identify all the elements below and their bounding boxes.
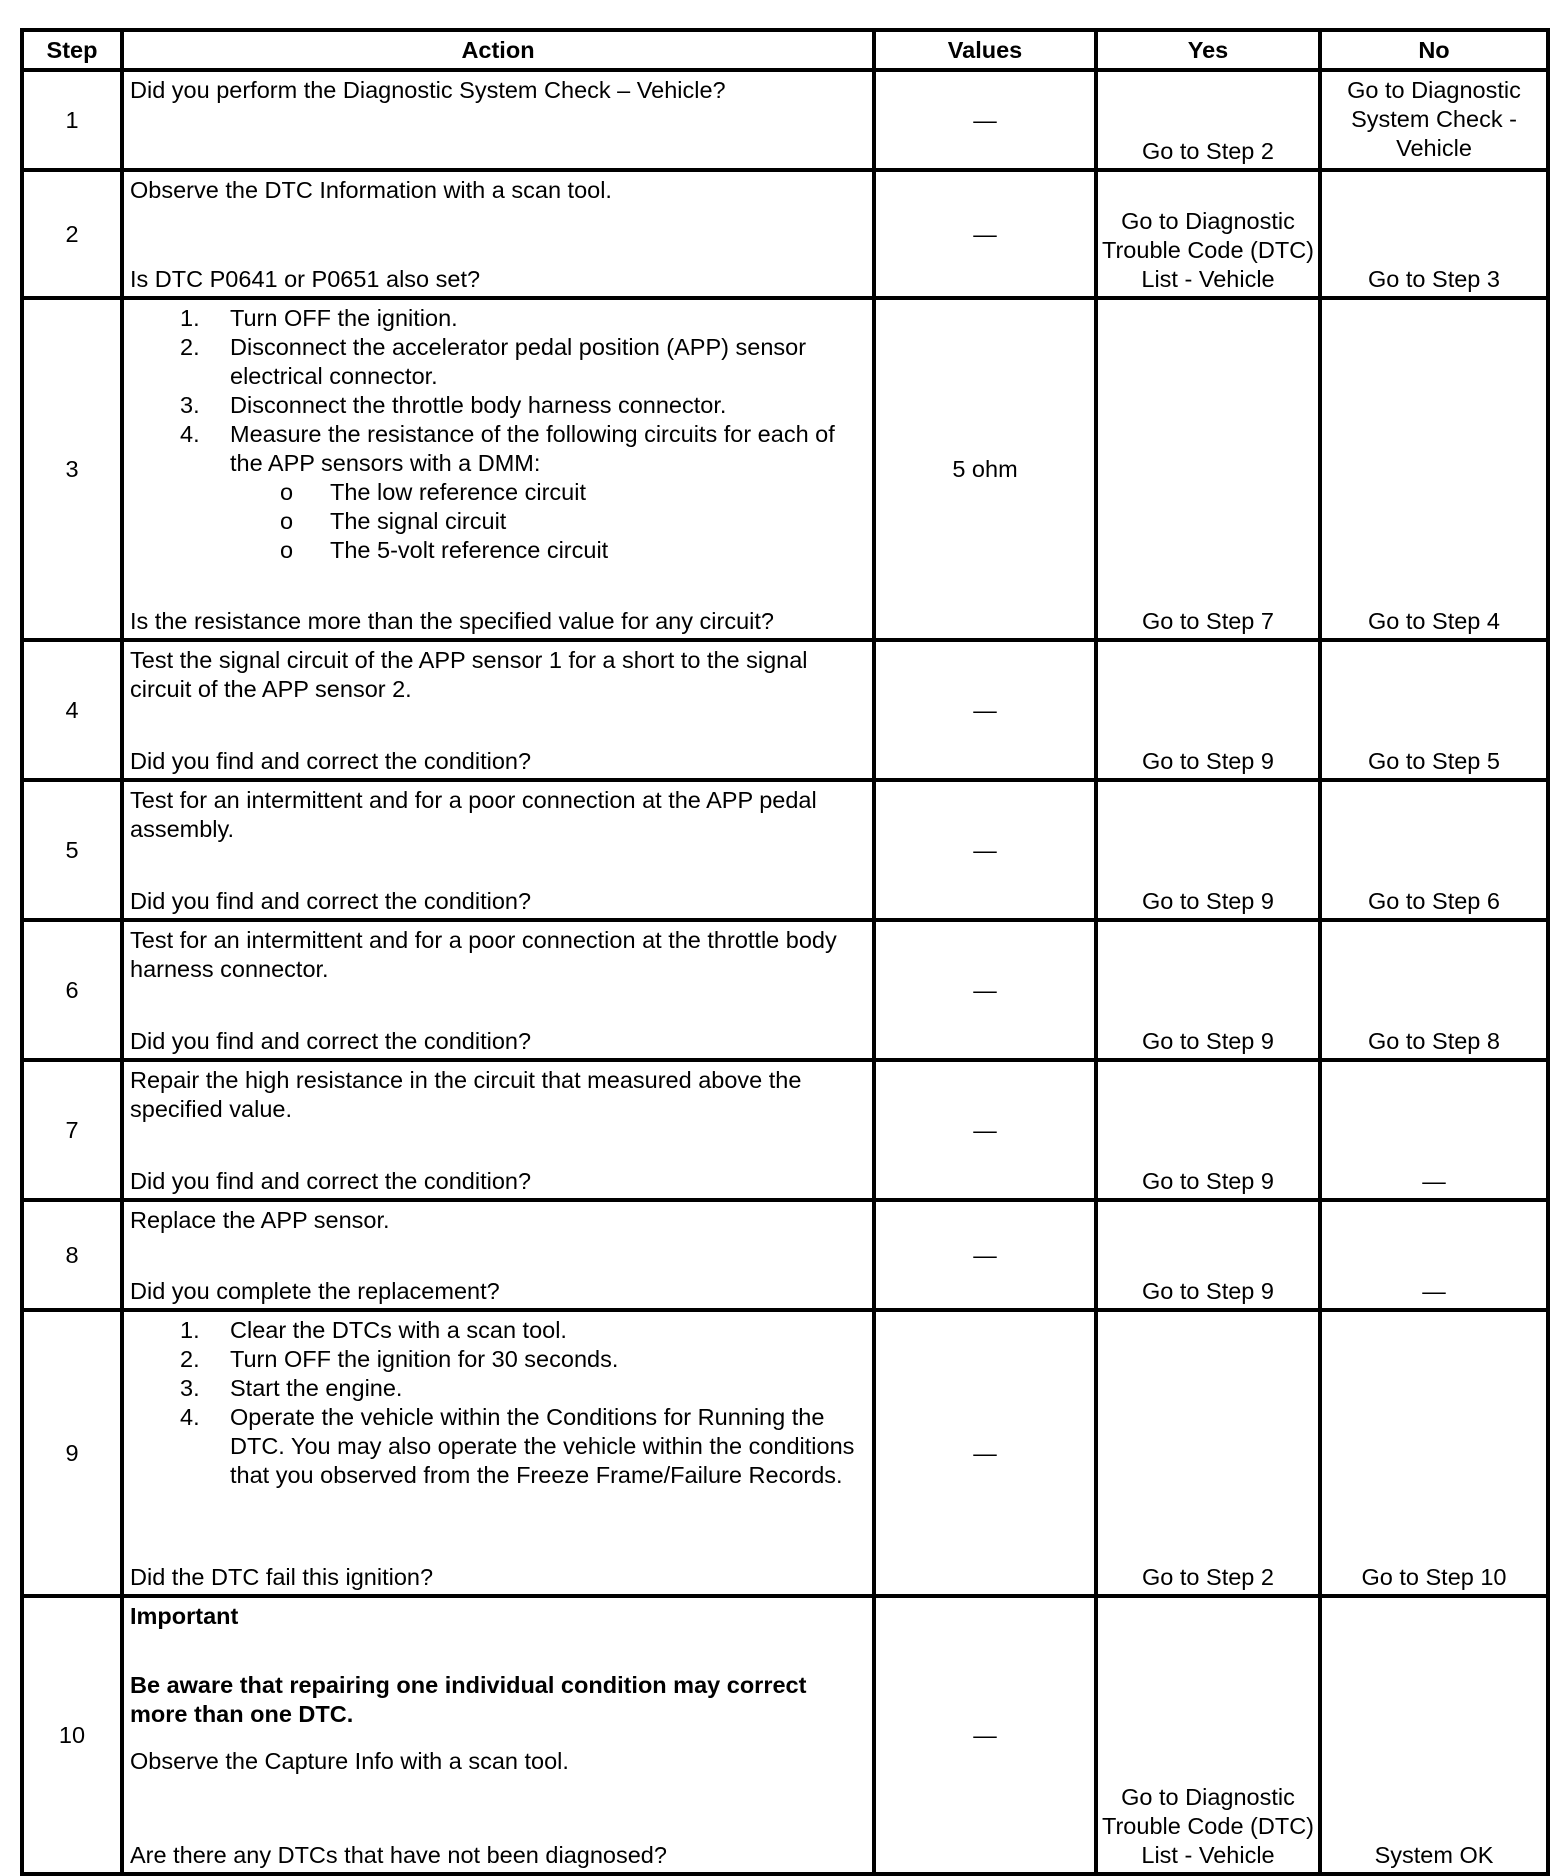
- header-action: Action: [122, 30, 874, 70]
- value-cell: —: [874, 1060, 1096, 1200]
- yes-cell: Go to Step 9: [1096, 1060, 1320, 1200]
- yes-cell: Go to Step 9: [1096, 920, 1320, 1060]
- sub-list-item: o The low reference circuit: [280, 479, 586, 505]
- action-question: Did you complete the replacement?: [130, 1278, 500, 1304]
- sub-list-item: o The signal circuit: [280, 508, 507, 534]
- no-cell: Go to Step 3: [1320, 170, 1548, 298]
- header-yes: Yes: [1096, 30, 1320, 70]
- table-row: [22, 1310, 1548, 1596]
- step-number: 4: [22, 640, 122, 780]
- value-cell: —: [874, 1200, 1096, 1310]
- diagnostic-table: [20, 28, 1550, 1876]
- action-text: Observe the DTC Information with a scan tool.: [130, 177, 612, 203]
- step-number: 10: [22, 1596, 122, 1874]
- action-cell: [122, 298, 874, 640]
- no-cell: Go to Step 8: [1320, 920, 1548, 1060]
- action-cell: [122, 1200, 874, 1310]
- header-no: No: [1320, 30, 1548, 70]
- action-text: Test for an intermittent and for a poor connection at the throttle body harness connector.: [130, 927, 837, 982]
- action-question: Did you find and correct the condition?: [130, 748, 532, 774]
- value-cell: —: [874, 1596, 1096, 1874]
- action-question: Did you find and correct the condition?: [130, 1028, 532, 1054]
- important-text: Be aware that repairing one individual condition may correct more than one DTC.: [130, 1672, 807, 1727]
- yes-cell: Go to Diagnostic Trouble Code (DTC) List - Vehicle: [1096, 170, 1320, 298]
- yes-cell: Go to Step 9: [1096, 780, 1320, 920]
- table-row: [22, 780, 1548, 920]
- no-cell: Go to Step 5: [1320, 640, 1548, 780]
- value-cell: 5 ohm: [874, 298, 1096, 640]
- sub-list-item: o The 5-volt reference circuit: [280, 537, 609, 563]
- value-cell: —: [874, 170, 1096, 298]
- yes-cell: Go to Step 9: [1096, 1200, 1320, 1310]
- action-question: Did you find and correct the condition?: [130, 888, 532, 914]
- yes-cell: Go to Step 9: [1096, 640, 1320, 780]
- value-cell: —: [874, 70, 1096, 170]
- step-number: 7: [22, 1060, 122, 1200]
- action-text: Repair the high resistance in the circuit that measured above the specified value.: [130, 1067, 802, 1122]
- sub-list: [130, 478, 866, 565]
- list-item: 3. Disconnect the throttle body harness connector.: [180, 392, 727, 418]
- step-number: 9: [22, 1310, 122, 1596]
- table-row: [22, 1200, 1548, 1310]
- value-cell: —: [874, 780, 1096, 920]
- table-row: [22, 640, 1548, 780]
- table-row: [22, 70, 1548, 170]
- list-item: 2. Turn OFF the ignition for 30 seconds.: [180, 1346, 619, 1372]
- step-number: 6: [22, 920, 122, 1060]
- no-cell: —: [1320, 1200, 1548, 1310]
- action-cell: [122, 780, 874, 920]
- no-cell: Go to Diagnostic System Check - Vehicle: [1320, 70, 1548, 170]
- action-cell: [122, 1060, 874, 1200]
- procedure-list: [130, 1316, 866, 1490]
- action-question: Is DTC P0641 or P0651 also set?: [130, 266, 481, 292]
- action-text: Test the signal circuit of the APP sensor 1 for a short to the signal circuit of the APP sensor 2.: [130, 647, 808, 702]
- header-step: Step: [22, 30, 122, 70]
- action-text: Test for an intermittent and for a poor connection at the APP pedal assembly.: [130, 787, 817, 842]
- action-question: Did you find and correct the condition?: [130, 1168, 532, 1194]
- action-cell: [122, 920, 874, 1060]
- yes-cell: Go to Step 7: [1096, 298, 1320, 640]
- no-cell: System OK: [1320, 1596, 1548, 1874]
- no-cell: —: [1320, 1060, 1548, 1200]
- header-row: [22, 30, 1548, 70]
- value-cell: —: [874, 640, 1096, 780]
- action-cell: [122, 1596, 874, 1874]
- action-cell: [122, 170, 874, 298]
- action-cell: [122, 1310, 874, 1596]
- yes-cell: Go to Step 2: [1096, 1310, 1320, 1596]
- important-title: Important: [130, 1603, 239, 1629]
- list-item: 4. Measure the resistance of the following circuits for each of the APP sensors with a DMM:: [180, 421, 835, 476]
- action-cell: [122, 70, 874, 170]
- step-number: 8: [22, 1200, 122, 1310]
- action-text: Observe the Capture Info with a scan tool.: [130, 1748, 569, 1774]
- table-row: [22, 920, 1548, 1060]
- value-cell: —: [874, 920, 1096, 1060]
- yes-cell: Go to Step 2: [1096, 70, 1320, 170]
- list-item: 2. Disconnect the accelerator pedal position (APP) sensor electrical connector.: [180, 334, 807, 389]
- no-cell: Go to Step 10: [1320, 1310, 1548, 1596]
- list-item: 1. Turn OFF the ignition.: [180, 305, 458, 331]
- value-cell: —: [874, 1310, 1096, 1596]
- list-item: 4. Operate the vehicle within the Conditions for Running the DTC. You may also operate the vehicle within the conditions that you observed from the Freeze Frame/Failure Records.: [180, 1404, 855, 1488]
- action-question: Did the DTC fail this ignition?: [130, 1564, 434, 1590]
- action-cell: [122, 640, 874, 780]
- list-item: 1. Clear the DTCs with a scan tool.: [180, 1317, 567, 1343]
- table-row: [22, 1596, 1548, 1874]
- action-question: Is the resistance more than the specified value for any circuit?: [130, 608, 774, 634]
- action-text: Did you perform the Diagnostic System Check – Vehicle?: [130, 77, 726, 103]
- step-number: 2: [22, 170, 122, 298]
- table-row: [22, 170, 1548, 298]
- action-question: Are there any DTCs that have not been diagnosed?: [130, 1842, 667, 1868]
- no-cell: Go to Step 4: [1320, 298, 1548, 640]
- step-number: 5: [22, 780, 122, 920]
- step-number: 1: [22, 70, 122, 170]
- action-text: Replace the APP sensor.: [130, 1207, 390, 1233]
- step-number: 3: [22, 298, 122, 640]
- no-cell: Go to Step 6: [1320, 780, 1548, 920]
- header-values: Values: [874, 30, 1096, 70]
- table-row: [22, 298, 1548, 640]
- list-item: 3. Start the engine.: [180, 1375, 403, 1401]
- yes-cell: Go to Diagnostic Trouble Code (DTC) List - Vehicle: [1096, 1596, 1320, 1874]
- table-row: [22, 1060, 1548, 1200]
- procedure-list: [130, 304, 866, 478]
